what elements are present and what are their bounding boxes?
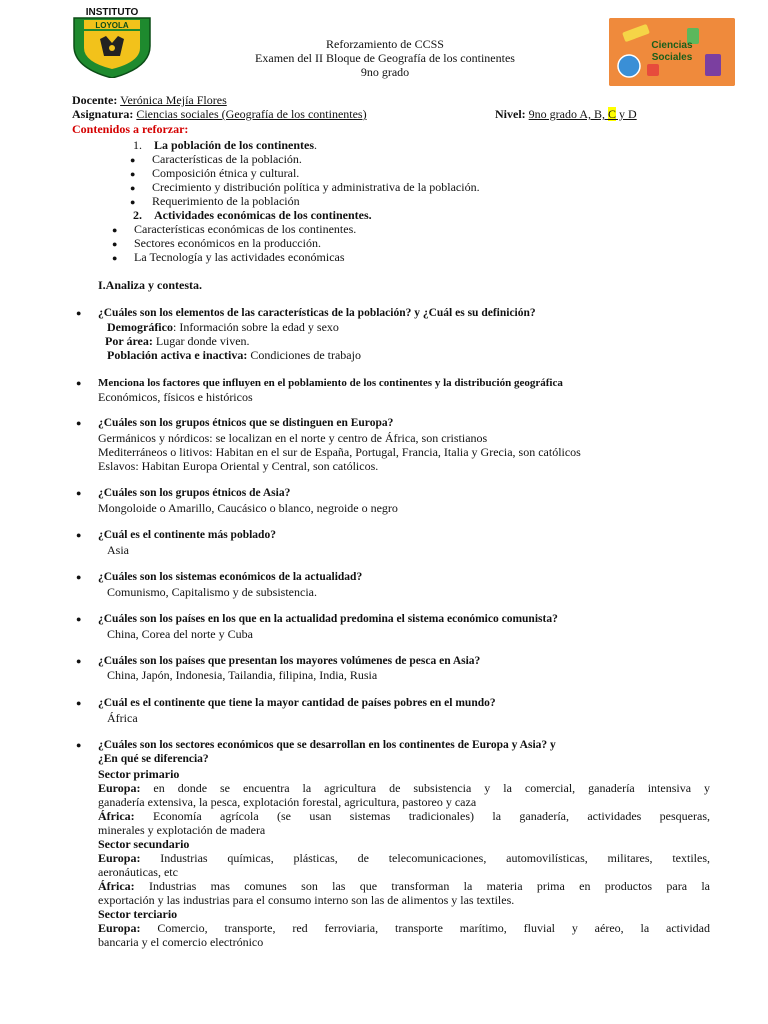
answer-text: Condiciones de trabajo bbox=[247, 348, 361, 362]
question-1: ¿Cuáles son los elementos de las características de la población? y ¿Cuál es su definición? bbox=[98, 307, 536, 319]
answer-label: Por área: bbox=[105, 334, 153, 348]
content-bullet: ● Sectores económicos en la producción. bbox=[134, 236, 321, 250]
bullet-icon: ● bbox=[76, 418, 82, 428]
region-label: Europa: bbox=[98, 921, 141, 935]
answer-label: Demográfico bbox=[107, 320, 173, 334]
sector-text bbox=[98, 781, 710, 795]
school-crest-logo bbox=[70, 6, 154, 78]
answer-7: China, Corea del norte y Cuba bbox=[107, 627, 253, 641]
sector-text: minerales y explotación de madera bbox=[98, 823, 266, 837]
svg-text:INSTITUTO: INSTITUTO bbox=[85, 7, 139, 18]
content-bullet: ● La Tecnología y las actividades económicas bbox=[134, 250, 345, 264]
bullet-icon: ● bbox=[76, 530, 82, 540]
question-9: ¿Cuál es el continente que tiene la mayor cantidad de países pobres en el mundo? bbox=[98, 697, 496, 709]
item-title: La población de los continentes bbox=[154, 138, 315, 152]
sector-text bbox=[98, 851, 710, 865]
answer-2: Económicos, físicos e históricos bbox=[98, 390, 253, 404]
question-5: ¿Cuál es el continente más poblado? bbox=[98, 529, 276, 541]
question-3: ¿Cuáles son los grupos étnicos que se distinguen en Europa? bbox=[98, 417, 394, 429]
bullet-icon: ● bbox=[76, 378, 82, 388]
sector-text: exportación y las industrias para el consumo interno son las de alimentos y las textiles. bbox=[98, 893, 515, 907]
teacher-name: Verónica Mejía Flores bbox=[120, 93, 227, 107]
item-number: 1. bbox=[133, 138, 142, 152]
sector-text: bancaria y el comercio electrónico bbox=[98, 935, 264, 949]
sector-text bbox=[98, 879, 710, 893]
bullet-icon: ● bbox=[76, 308, 82, 318]
content-item-1 bbox=[133, 138, 317, 152]
svg-text:Ciencias: Ciencias bbox=[651, 40, 693, 51]
sector-heading: Sector terciario bbox=[98, 907, 178, 921]
content-item-2 bbox=[133, 208, 372, 222]
question-7: ¿Cuáles son los países en los que en la actualidad predomina el sistema económico comunista? bbox=[98, 613, 558, 625]
answer-8: China, Japón, Indonesia, Tailandia, filipina, India, Rusia bbox=[107, 668, 378, 682]
section-title: I.Analiza y contesta. bbox=[98, 278, 202, 292]
header-title: Reforzamiento de CCSS bbox=[326, 37, 444, 51]
answer-label: Población activa e inactiva: bbox=[107, 348, 248, 362]
question-6: ¿Cuáles son los sistemas económicos de la actualidad? bbox=[98, 571, 363, 583]
region-text: Economía agrícola (se usan sistemas tradicionales) la ganadería, actividades pesqueras, bbox=[134, 809, 710, 823]
sector-text bbox=[98, 809, 710, 823]
subject-label: Asignatura: bbox=[72, 107, 134, 121]
sector-text bbox=[98, 921, 710, 935]
question-10-line-2: ¿En qué se diferencia? bbox=[98, 753, 209, 765]
item-dot: . bbox=[314, 138, 318, 152]
bullet-icon: ● bbox=[76, 572, 82, 582]
answer-1-line-1 bbox=[107, 320, 339, 334]
level-pre: 9no grado A, B, bbox=[528, 107, 608, 121]
bullet-icon: ● bbox=[76, 698, 82, 708]
level-highlight: C bbox=[608, 107, 617, 121]
answer-3-line-2: Mediterráneos o litivos: Habitan en el sur de España, Portugal, Francia, Italia y Grecia, son católicos bbox=[98, 445, 581, 459]
sector-heading: Sector primario bbox=[98, 767, 180, 781]
content-bullet: ● Características económicas de los continentes. bbox=[134, 222, 356, 236]
content-bullet: ● Características de la población. bbox=[152, 152, 302, 166]
sector-text: ganadería extensiva, la pesca, explotación forestal, agricultura, pastoreo y caza bbox=[98, 795, 477, 809]
answer-text: : Información sobre la edad y sexo bbox=[172, 320, 339, 334]
question-4: ¿Cuáles son los grupos étnicos de Asia? bbox=[98, 487, 291, 499]
region-label: Europa: bbox=[98, 781, 141, 795]
answer-9: África bbox=[107, 711, 138, 725]
header-subtitle: Examen del II Bloque de Geografía de los continentes bbox=[255, 51, 515, 65]
teacher-label: Docente: bbox=[72, 93, 118, 107]
social-sciences-logo bbox=[609, 18, 735, 86]
subject-name: Ciencias sociales (Geografía de los continentes) bbox=[136, 107, 367, 121]
content-bullet: ● Requerimiento de la población bbox=[152, 194, 300, 208]
level-value bbox=[529, 107, 637, 121]
sector-heading: Sector secundario bbox=[98, 837, 190, 851]
teacher-row bbox=[72, 93, 227, 107]
answer-3-line-3: Eslavos: Habitan Europa Oriental y Central, son católicos. bbox=[98, 459, 379, 473]
contents-heading: Contenidos a reforzar: bbox=[72, 122, 189, 136]
bullet-icon: ● bbox=[76, 614, 82, 624]
content-bullet: ● Composición étnica y cultural. bbox=[152, 166, 299, 180]
region-text: en donde se encuentra la agricultura de subsistencia y la comercial, ganadería intensiva y bbox=[140, 781, 710, 795]
region-label: África: bbox=[98, 879, 135, 893]
level-row bbox=[495, 107, 637, 121]
bullet-icon: ● bbox=[76, 740, 82, 750]
region-label: Europa: bbox=[98, 851, 141, 865]
answer-3-line-1: Germánicos y nórdicos: se localizan en el norte y centro de África, son cristianos bbox=[98, 431, 488, 445]
svg-text:Sociales: Sociales bbox=[651, 52, 693, 63]
region-text: Industrias químicas, plásticas, de telecomunicaciones, automovilísticas, militares, textiles, bbox=[140, 851, 710, 865]
item-number: 2. bbox=[133, 208, 142, 222]
answer-6: Comunismo, Capitalismo y de subsistencia. bbox=[107, 585, 317, 599]
level-post: y D bbox=[616, 107, 637, 121]
header-grade: 9no grado bbox=[360, 65, 410, 79]
svg-text:LOYOLA: LOYOLA bbox=[95, 21, 129, 30]
answer-1-line-3 bbox=[107, 348, 361, 362]
question-2: Menciona los factores que influyen en el poblamiento de los continentes y la distribución geográfica bbox=[98, 377, 563, 389]
region-text: Industrias mas comunes son las que transforman la materia prima en productos para la bbox=[134, 879, 710, 893]
region-label: África: bbox=[98, 809, 135, 823]
bullet-icon: ● bbox=[76, 488, 82, 498]
question-8: ¿Cuáles son los países que presentan los mayores volúmenes de pesca en Asia? bbox=[98, 655, 481, 667]
sector-text: aeronáuticas, etc bbox=[98, 865, 178, 879]
region-text: Comercio, transporte, red ferroviaria, transporte marítimo, fluvial y aéreo, la actividad bbox=[140, 921, 710, 935]
subject-row bbox=[72, 107, 367, 121]
answer-5: Asia bbox=[107, 543, 129, 557]
item-title: Actividades económicas de los continentes. bbox=[154, 208, 372, 222]
answer-1-line-2 bbox=[105, 334, 250, 348]
question-10-line-1: ¿Cuáles son los sectores económicos que se desarrollan en los continentes de Europa y Asia? y bbox=[98, 739, 556, 751]
answer-text: Lugar donde viven. bbox=[152, 334, 250, 348]
level-label: Nivel: bbox=[495, 107, 526, 121]
answer-4: Mongoloide o Amarillo, Caucásico o blanco, negroide o negro bbox=[98, 501, 398, 515]
bullet-icon: ● bbox=[76, 656, 82, 666]
content-bullet: ● Crecimiento y distribución política y administrativa de la población. bbox=[152, 180, 480, 194]
